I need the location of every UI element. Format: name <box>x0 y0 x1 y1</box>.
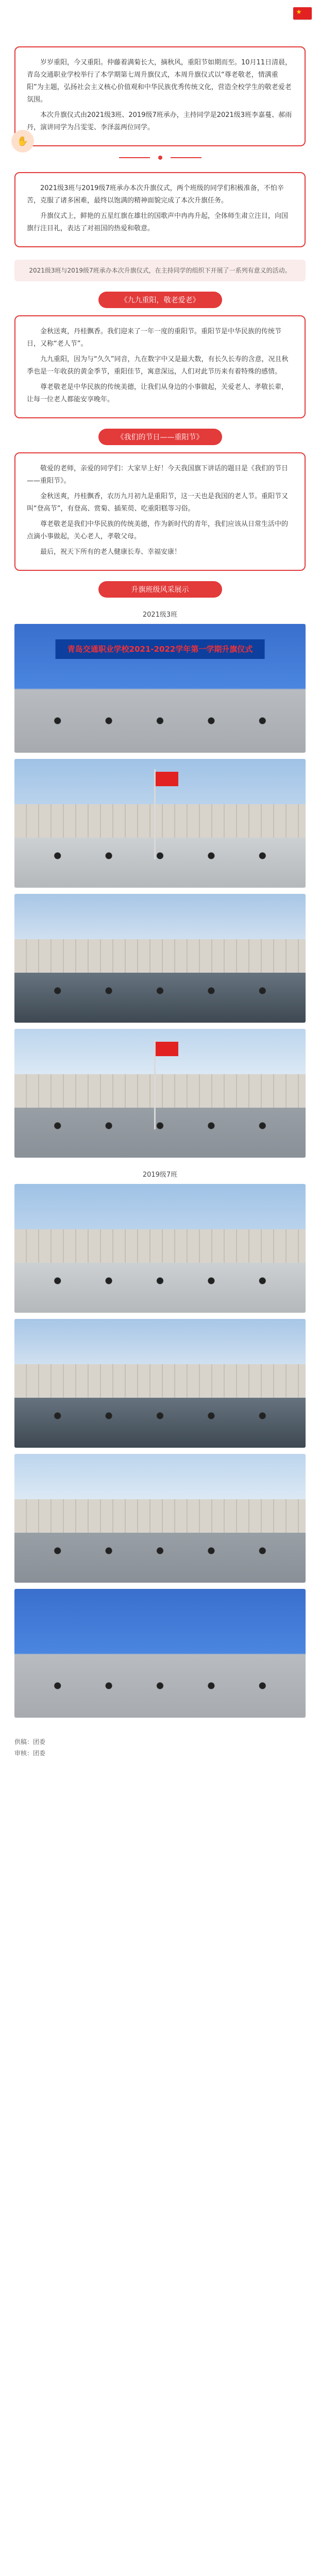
speech2-paragraph-4: 最后，祝天下所有的老人健康长寿、幸福安康！ <box>40 548 181 556</box>
speech1-ribbon: 《九九重阳，敬老爱老》 <box>98 292 222 308</box>
footer-line-2: 审核：团委 <box>14 1750 46 1757</box>
photo-year-label: 2019级7班 <box>142 1171 178 1179</box>
header <box>0 0 320 46</box>
summary-frame <box>14 172 306 247</box>
intro-paragraph-1: 岁岁重阳，今又重阳。仲藤着满菊长大，摘秋风，重阳节如期而至。10月11日清晨，青岛交通职业学校举行了本学期第七周升旗仪式，本周升旗仪式以“尊老敬老，情满重阳”为主题，弘扬社会主义核心价值观和中华民族优秀传统文化，营造全校学生的敬老爱老氛围。 <box>27 59 292 104</box>
speech2-paragraph-3: 尊老敬老是我们中华民族的传统美德，作为新时代的青年，我们应该从日常生活中的点滴小事做起，关心老人，孝敬父母。 <box>27 520 289 540</box>
photo-people <box>32 711 288 735</box>
flag-icon <box>293 7 312 20</box>
photo-image <box>14 624 306 753</box>
speech2-paragraph-1: 敬爱的老师，亲爱的同学们：大家早上好！今天我国旗下讲话的题目是《我们的节日——重阳节》。 <box>27 465 289 485</box>
speech2-paragraph-2: 金秋送爽，丹桂飘香，农历九月初九是重阳节，这一天也是我国的老人节。重阳节又叫“登高节”，有登高、赏菊、插茱萸、吃重阳糕等习俗。 <box>27 493 289 513</box>
summary-paragraph-1: 2021级3班与2019级7班承办本次升旗仪式，两个班级的同学们积极准备，不怕辛苦，克服了诸多困难，最终以饱满的精神面貌完成了本次升旗任务。 <box>27 184 284 205</box>
photo-image <box>14 1029 306 1158</box>
intro-paragraph-2: 本次升旗仪式由2021级3班、2019级7班承办，主持同学是2021级3班李嘉蔓、郝雨丹，演讲同学为吕雯雯、李泽蕊两位同学。 <box>27 111 292 131</box>
photo-year-label: 2021级3班 <box>142 611 178 619</box>
intro-frame <box>14 46 306 146</box>
summary-paragraph-2: 升旗仪式上，鲜艳的五星红旗在雄壮的国歌声中冉冉升起，全体师生肃立注目，向国旗行注目礼，表达了对祖国的热爱和敬意。 <box>27 212 289 232</box>
photo-banner: 青岛交通职业学校2021-2022学年第一学期升旗仪式 <box>55 639 265 659</box>
photo-image <box>14 894 306 1023</box>
caption-band: 2021级3班与2019级7班承办本次升旗仪式，在主持同学的组织下开展了一系列有意义的活动。 <box>14 260 306 281</box>
speech2-ribbon: 《我们的节日——重阳节》 <box>98 429 222 445</box>
photo-image <box>14 759 306 888</box>
hand-icon: ✋ <box>11 130 34 152</box>
speech1-paragraph-1: 金秋送爽，丹桂飘香。我们迎来了一年一度的重阳节。重阳节是中华民族的传统节日，又称“老人节”。 <box>27 328 282 348</box>
photo-image <box>14 1589 306 1718</box>
speech2-frame <box>14 452 306 571</box>
speech1-paragraph-2: 九九重阳，因为与“久久”同音，九在数字中又是最大数，有长久长寿的含意，况且秋季也是一年收获的黄金季节，重阳佳节，寓意深远，人们对此节历来有着特殊的感情。 <box>27 355 289 376</box>
speech1-paragraph-3: 尊老敬老是中华民族的传统美德，让我们从身边的小事做起，关爱老人、孝敬长辈，让每一位老人都能安享晚年。 <box>27 383 289 403</box>
flag-graphic <box>156 772 178 786</box>
photos-ribbon: 升旗班级风采展示 <box>98 581 222 598</box>
photo-image <box>14 1184 306 1313</box>
photo-image <box>14 1319 306 1448</box>
divider-ornament <box>119 150 201 165</box>
photo-image <box>14 1454 306 1583</box>
speech1-frame <box>14 315 306 418</box>
footer-line-1: 供稿：团委 <box>14 1738 46 1745</box>
footer <box>0 1724 320 1774</box>
